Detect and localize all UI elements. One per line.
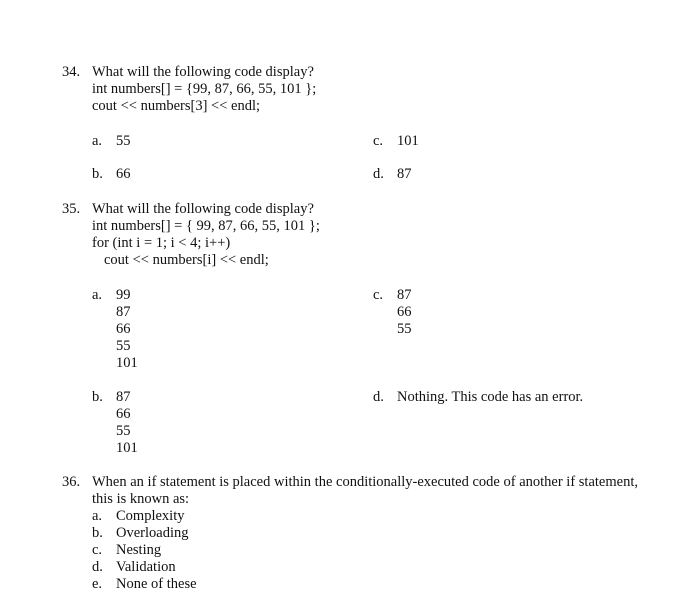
option-text: Overloading: [116, 525, 189, 541]
option-letter: c.: [92, 542, 103, 558]
code-line: for (int i = 1; i < 4; i++): [92, 235, 231, 251]
option-text: [116, 389, 138, 457]
option-line: 87: [116, 304, 131, 320]
code-line: cout << numbers[3] << endl;: [92, 98, 261, 114]
option-letter: c.: [373, 133, 384, 149]
option-text: [397, 287, 412, 338]
code-line: cout << numbers[i] << endl;: [104, 252, 269, 268]
option-text: None of these: [116, 576, 197, 592]
question-prompt: What will the following code display?: [92, 201, 314, 217]
option-line: 66: [116, 406, 131, 422]
option-letter: b.: [92, 166, 103, 182]
option-line: 55: [116, 423, 131, 439]
option-letter: c.: [373, 287, 384, 303]
option-text: 55: [116, 133, 131, 149]
option-line: 66: [116, 321, 131, 337]
option-text: [116, 287, 138, 372]
option-letter: d.: [92, 559, 103, 575]
option-line: 101: [116, 440, 138, 456]
question-prompt: What will the following code display?: [92, 64, 314, 80]
code-line: int numbers[] = { 99, 87, 66, 55, 101 };: [92, 218, 320, 234]
option-letter: a.: [92, 133, 103, 149]
option-text: 101: [397, 133, 419, 149]
option-line: 101: [116, 355, 138, 371]
option-line: 87: [397, 287, 412, 303]
option-text: Nesting: [116, 542, 162, 558]
option-letter: e.: [92, 576, 103, 592]
option-line: 99: [116, 287, 131, 303]
option-text: Complexity: [116, 508, 185, 524]
question-number: 36.: [62, 474, 81, 490]
question-prompt: When an if statement is placed within the conditionally-executed code of another if statement,: [92, 474, 638, 490]
question-number: 34.: [62, 64, 81, 80]
option-letter: d.: [373, 166, 384, 182]
option-letter: b.: [92, 389, 103, 405]
question-prompt: this is known as:: [92, 491, 190, 507]
option-text: Nothing. This code has an error.: [397, 389, 584, 405]
option-text: 87: [397, 166, 412, 182]
option-letter: a.: [92, 508, 103, 524]
option-letter: d.: [373, 389, 384, 405]
option-text: Validation: [116, 559, 176, 575]
option-line: 87: [116, 389, 131, 405]
code-line: int numbers[] = {99, 87, 66, 55, 101 };: [92, 81, 317, 97]
option-line: 66: [397, 304, 412, 320]
option-line: 55: [397, 321, 412, 337]
option-text: 66: [116, 166, 131, 182]
option-letter: b.: [92, 525, 103, 541]
question-number: 35.: [62, 201, 81, 217]
option-line: 55: [116, 338, 131, 354]
option-letter: a.: [92, 287, 103, 303]
